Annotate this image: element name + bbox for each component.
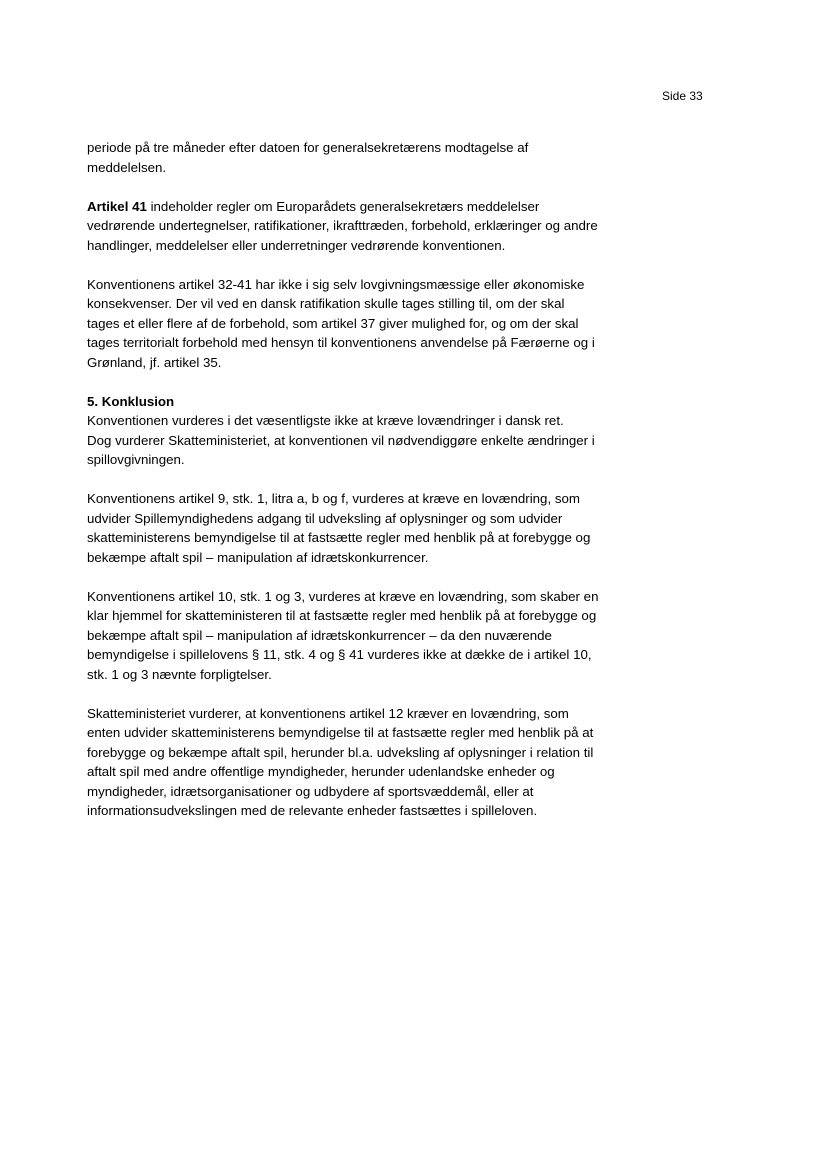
section-heading: 5. Konklusion [87,393,175,409]
text-line: skatteministerens bemyndigelse til at fastsætte regler med henblik på at forebygge og [87,530,591,545]
text-line: Dog vurderer Skatteministeriet, at konventionen vil nødvendiggøre enkelte ændringer i [87,432,595,448]
document-body [87,138,647,821]
text-line: informationsudvekslingen med de relevante enheder fastsættes i spilleloven. [87,803,538,818]
text-line [87,197,647,217]
text-line: myndigheder, idrætsorganisationer og udbydere af sportsvæddemål, eller at [87,783,534,799]
text-line: tages territorialt forbehold med hensyn til konventionens anvendelse på Færøerne og i [87,335,595,350]
paragraph-article-12 [87,704,647,821]
paragraph-continuation [87,138,647,177]
text-line: bemyndigelse i spillelovens § 11, stk. 4 og § 41 vurderes ikke at dække de i artikel 10, [87,647,592,662]
text-line: bekæmpe aftalt spil – manipulation af idrætskonkurrencer. [87,549,429,565]
text-line: forebygge og bekæmpe aftalt spil, herunder bl.a. udveksling af oplysninger i relation til [87,744,594,760]
text-line: Skatteministeriet vurderer, at konventionens artikel 12 kræver en lovændring, som [87,705,569,721]
text-line: tages et eller flere af de forbehold, som artikel 37 giver mulighed for, og om der skal [87,315,579,331]
text-line: bekæmpe aftalt spil – manipulation af idrætskonkurrencer – da den nuværende [87,627,552,643]
text-line: Konventionens artikel 32-41 har ikke i sig selv lovgivningsmæssige eller økonomiske [87,276,585,292]
text-line: klar hjemmel for skatteministeren til at fastsætte regler med henblik på at forebygge og [87,608,597,623]
paragraph-article-10 [87,587,647,685]
text-line: stk. 1 og 3 nævnte forpligtelser. [87,666,272,682]
text-line: Konventionens artikel 9, stk. 1, litra a, b og f, vurderes at kræve en lovændring, som [87,491,580,506]
text-line: aftalt spil med andre offentlige myndigheder, herunder udenlandske enheder og [87,764,555,779]
text-line: handlinger, meddelelser eller underretninger vedrørende konventionen. [87,237,506,253]
text-line: Grønland, jf. artikel 35. [87,354,222,370]
section-conclusion [87,392,647,470]
text-line: spillovgivningen. [87,452,185,467]
paragraph-article-9 [87,489,647,567]
article-41-label: Artikel 41 [87,198,147,214]
page-number: Side 33 [662,89,703,103]
paragraph-article-41 [87,197,647,256]
text-line: Konventionens artikel 10, stk. 1 og 3, vurderes at kræve en lovændring, som skaber en [87,588,599,604]
text-line: vedrørende undertegnelser, ratifikationer, ikrafttræden, forbehold, erklæringer og andre [87,218,598,233]
text-line: enten udvider skatteministerens bemyndigelse til at fastsætte regler med henblik på at [87,725,594,740]
text-line: udvider Spillemyndighedens adgang til udveksling af oplysninger og som udvider [87,510,563,526]
text-fragment: indeholder regler om Europarådets generalsekretærs meddelelser [146,198,540,214]
paragraph-articles-32-41 [87,275,647,373]
text-line: Konventionen vurderes i det væsentligste ikke at kræve lovændringer i dansk ret. [87,413,564,428]
text-line: periode på tre måneder efter datoen for generalsekretærens modtagelse af [87,140,529,155]
text-line: konsekvenser. Der vil ved en dansk ratifikation skulle tages stilling til, om der skal [87,296,565,311]
text-line: meddelelsen. [87,159,167,175]
